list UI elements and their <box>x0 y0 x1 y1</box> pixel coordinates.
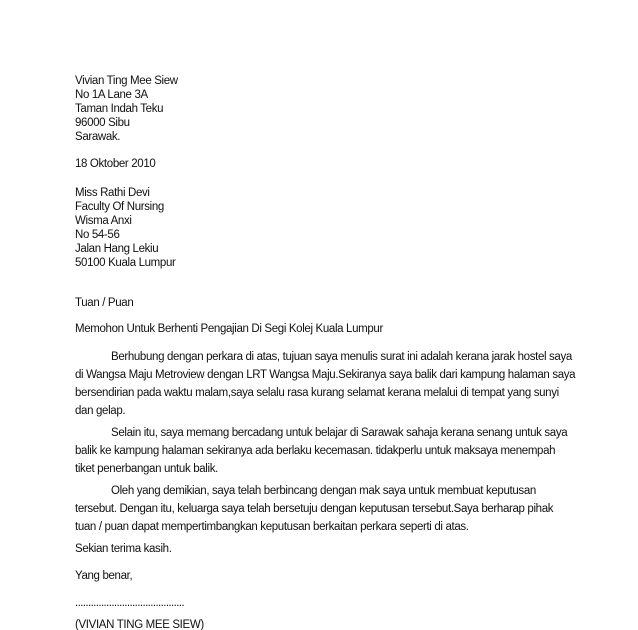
sender-name: Vivian Ting Mee Siew <box>75 75 178 87</box>
paragraph-line: di Wangsa Maju Metroview dengan LRT Wangsa Maju.Sekiranya saya balik dari kampung halaman saya <box>75 369 576 381</box>
paragraph-line: balik ke kampung halaman sekiranya ada berlaku kecemasan. tidakperlu untuk maksaya menempah <box>75 445 556 457</box>
paragraph-line: Berhubung dengan perkara di atas, tujuan saya menulis surat ini adalah kerana jarak hostel saya <box>111 351 572 363</box>
salutation-text: Tuan / Puan <box>75 297 134 309</box>
body-paragraph-1 <box>75 348 575 420</box>
letter-date <box>75 157 575 171</box>
paragraph-line: bersendirian pada waktu malam,saya selalu rasa kurang selamat kerana melalui di tempat yang sunyi <box>75 387 559 399</box>
signature-name-block <box>75 613 375 630</box>
sender-address-line: Taman Indah Teku <box>75 103 164 115</box>
signature-dots: .......................................... <box>75 597 184 609</box>
sender-address-block <box>75 74 575 144</box>
signature-line <box>75 596 575 610</box>
sender-address-line: Sarawak. <box>75 131 121 143</box>
recipient-address-line: Jalan Hang Lekiu <box>75 243 159 255</box>
recipient-name: Miss Rathi Devi <box>75 187 150 199</box>
salutation <box>75 296 575 310</box>
paragraph-line: tersebut. Dengan itu, keluarga saya telah bersetuju dengan keputusan tersebut.Saya berharap pihak <box>75 503 554 515</box>
subject <box>75 322 575 336</box>
recipient-address-line: Wisma Anxi <box>75 215 132 227</box>
date-text: 18 Oktober 2010 <box>75 158 156 170</box>
signature-name: (VIVIAN TING MEE SIEW) <box>75 619 204 630</box>
paragraph-line: dan gelap. <box>75 405 126 417</box>
recipient-address-block <box>75 186 575 270</box>
recipient-address-line: No 54-56 <box>75 229 120 241</box>
sender-address-line: 96000 Sibu <box>75 117 130 129</box>
body-paragraph-2 <box>75 424 575 478</box>
subject-text: Memohon Untuk Berhenti Pengajian Di Segi Kolej Kuala Lumpur <box>75 323 383 335</box>
paragraph-line: Selain itu, saya memang bercadang untuk belajar di Sarawak sahaja kerana senang untuk saya <box>111 427 568 439</box>
closing <box>75 569 575 583</box>
recipient-address-line: Faculty Of Nursing <box>75 201 164 213</box>
closing-thanks-text: Sekian terima kasih. <box>75 543 172 555</box>
sender-address-line: No 1A Lane 3A <box>75 89 148 101</box>
closing-thanks <box>75 542 575 556</box>
closing-text: Yang benar, <box>75 570 133 582</box>
recipient-address-line: 50100 Kuala Lumpur <box>75 257 176 269</box>
body-paragraph-3 <box>75 482 575 536</box>
paragraph-line: tiket penerbangan untuk balik. <box>75 463 218 475</box>
paragraph-line: Oleh yang demikian, saya telah berbincang dengan mak saya untuk membuat keputusan <box>111 485 536 497</box>
paragraph-line: tuan / puan dapat mempertimbangkan keputusan berkaitan perkara seperti di atas. <box>75 521 469 533</box>
